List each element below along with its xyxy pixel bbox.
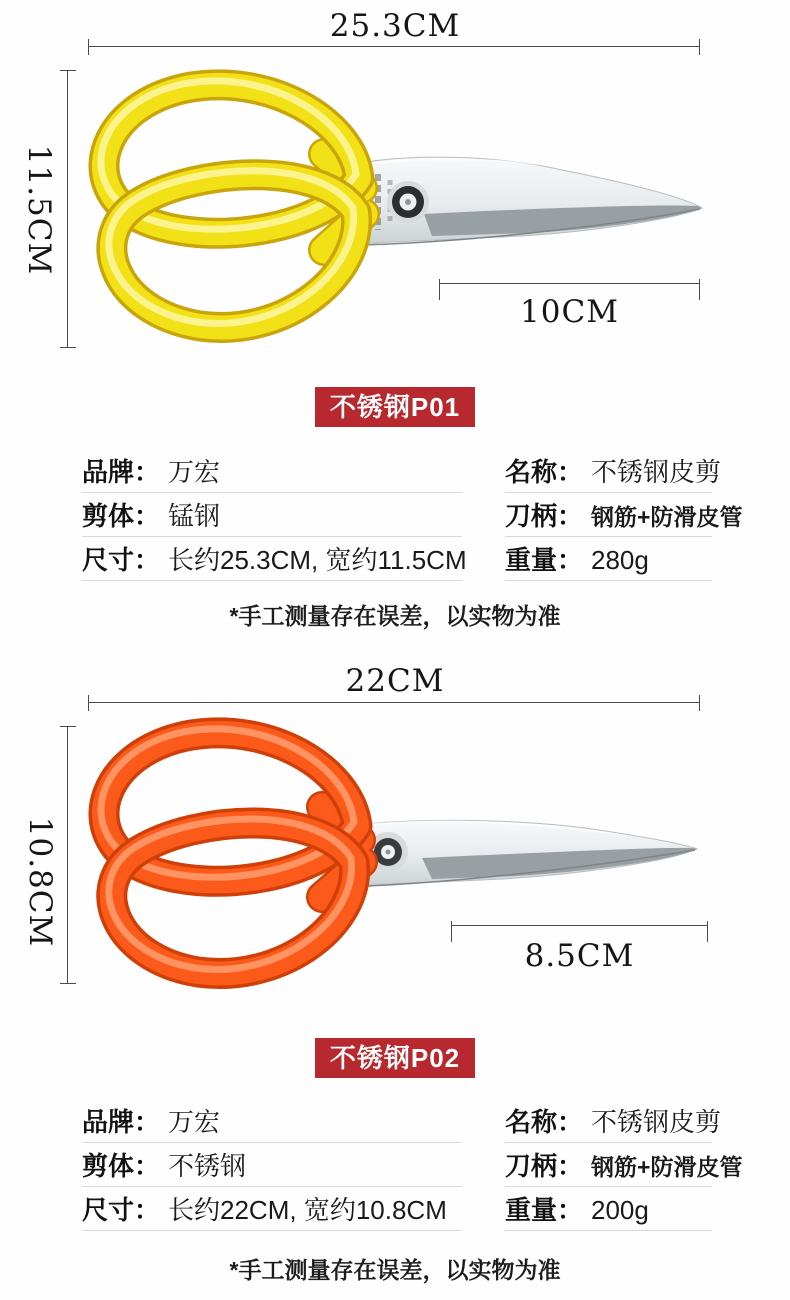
measurement-note-1: *手工测量存在误差，以实物为准	[229, 603, 561, 629]
spec-body-2	[82, 1146, 462, 1187]
dimension-line-total-height-2	[67, 726, 68, 984]
dimension-label-total-width-2: 22CM	[345, 663, 445, 699]
spec-brand-1	[82, 452, 462, 493]
spec-weight-2	[505, 1190, 712, 1231]
spec-value: 长约25.3CM, 宽约11.5CM	[168, 545, 467, 575]
dimension-label-total-width-1: 25.3CM	[329, 8, 461, 44]
spec-value: 280g	[591, 545, 649, 575]
spec-label: 尺寸：	[82, 545, 161, 575]
product-badge-p01: 不锈钢P01	[315, 387, 475, 427]
spec-weight-1	[505, 540, 712, 581]
spec-label: 剪体：	[82, 1151, 161, 1181]
spec-label: 重量：	[505, 1195, 584, 1225]
dimension-line-blade-1	[439, 283, 700, 284]
spec-value: 万宏	[168, 457, 221, 487]
spec-size-1	[82, 540, 467, 581]
spec-label: 尺寸：	[82, 1195, 161, 1225]
dimension-label-blade-1: 10CM	[520, 294, 619, 330]
spec-value: 200g	[591, 1195, 649, 1225]
spec-value: 不锈钢	[168, 1151, 247, 1181]
dimension-label-total-height-2: 10.8CM	[22, 816, 58, 948]
dimension-line-total-height-1	[67, 70, 68, 348]
spec-name-2	[505, 1102, 722, 1143]
spec-value: 万宏	[168, 1107, 221, 1137]
spec-handle-1	[505, 496, 743, 537]
spec-size-2	[82, 1190, 462, 1231]
spec-label: 名称：	[505, 457, 584, 487]
spec-value: 不锈钢皮剪	[591, 457, 722, 487]
spec-label: 剪体：	[82, 501, 161, 531]
spec-value: 钢筋+防滑皮管	[591, 504, 743, 530]
spec-value: 长约22CM, 宽约10.8CM	[168, 1195, 447, 1225]
spec-label: 刀柄：	[505, 1151, 584, 1181]
spec-label: 名称：	[505, 1107, 584, 1137]
dimension-line-total-width-1	[88, 46, 700, 47]
spec-label: 品牌：	[82, 457, 161, 487]
spec-value: 不锈钢皮剪	[591, 1107, 722, 1137]
spec-label: 重量：	[505, 545, 584, 575]
dimension-label-blade-2: 8.5CM	[524, 938, 635, 974]
spec-handle-2	[505, 1146, 743, 1187]
dimension-line-blade-2	[451, 925, 708, 926]
dimension-line-total-width-2	[88, 702, 700, 703]
measurement-note-2: *手工测量存在误差，以实物为准	[229, 1257, 561, 1283]
spec-value: 钢筋+防滑皮管	[591, 1154, 743, 1180]
spec-value: 锰钢	[168, 501, 221, 531]
spec-label: 品牌：	[82, 1107, 161, 1137]
spec-body-1	[82, 496, 462, 537]
spec-name-1	[505, 452, 722, 493]
spec-label: 刀柄：	[505, 501, 584, 531]
dimension-label-total-height-1: 11.5CM	[21, 144, 57, 276]
spec-brand-2	[82, 1102, 462, 1143]
pivot-screw	[387, 181, 429, 223]
product-badge-p02: 不锈钢P02	[315, 1038, 475, 1078]
